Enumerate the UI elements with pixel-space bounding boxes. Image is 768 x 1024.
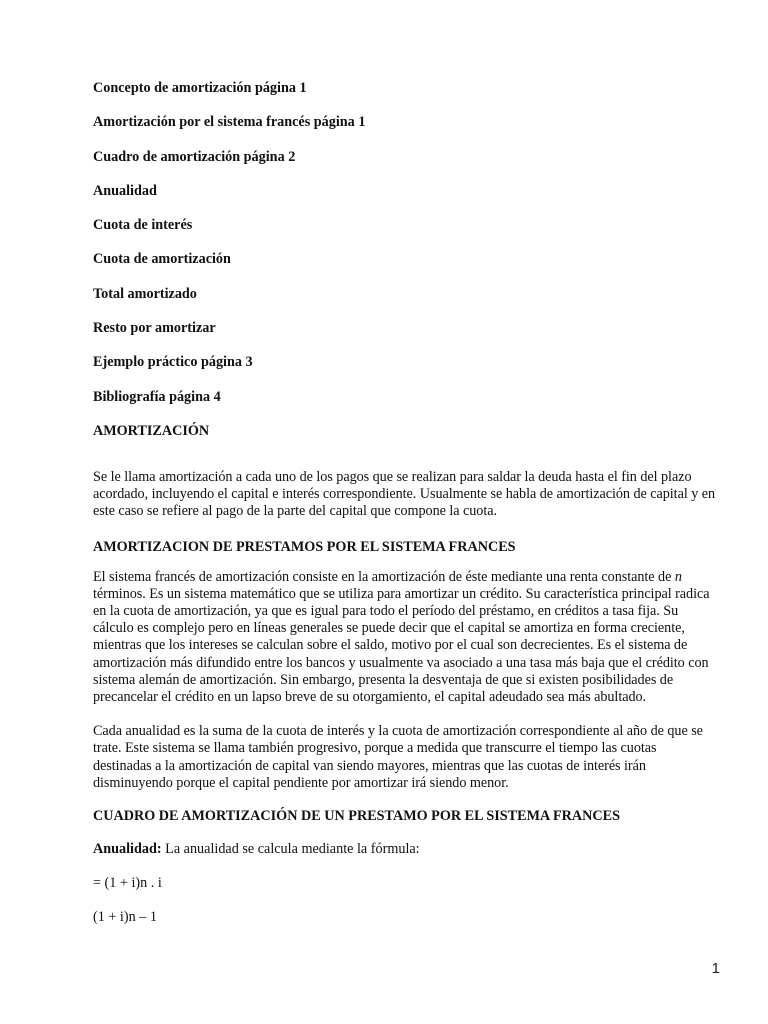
paragraph-line: este caso se refiere al pago de la parte del capital que compone la cuota. [93,503,497,520]
formula-numerator: = (1 + i)n . i [93,875,162,892]
paragraph-amortizacion [93,469,733,521]
section-heading-cuadro: CUADRO DE AMORTIZACIÓN DE UN PRESTAMO POR EL SISTEMA FRANCES [93,808,620,825]
paragraph-line: en la cuota de amortización, ya que es igual para todo el período del préstamo, en créditos a tasa fija. Su [93,602,679,619]
toc-item: Ejemplo práctico página 3 [93,354,253,371]
paragraph-text: El sistema francés de amortización consiste en la amortización de éste mediante una renta constante de [93,568,675,585]
section-heading-sistema-frances: AMORTIZACION DE PRESTAMOS POR EL SISTEMA FRANCES [93,538,516,555]
paragraph-line: sistema alemán de amortización. Sin embargo, presenta la desventaja de que si existen posibilidades de [93,671,674,688]
table-of-contents [93,79,733,406]
toc-item: Resto por amortizar [93,320,216,337]
anualidad-label: Anualidad: [93,841,162,858]
page-number: 1 [711,960,720,977]
toc-item: Cuota de amortización [93,251,231,268]
toc-item: Cuadro de amortización página 2 [93,148,296,165]
paragraph-line: trate. Este sistema se llama también progresivo, porque a medida que transcurre el tiempo las cuotas [93,740,657,757]
anualidad-text: La anualidad se calcula mediante la fórmula: [161,841,420,858]
paragraph-line: Se le llama amortización a cada uno de los pagos que se realizan para saldar la deuda hasta el fin del plazo [93,468,692,485]
paragraph-anualidad-suma [93,723,733,792]
paragraph-line: disminuyendo porque el capital pendiente por amortizar irá siendo menor. [93,774,509,791]
paragraph-line: amortización más difundido entre los bancos y usualmente va asociado a una tasa más baja que el crédito con [93,654,709,671]
paragraph-sistema-frances [93,569,733,707]
paragraph-line [93,569,733,586]
toc-item: Bibliografía página 4 [93,388,221,405]
toc-item: Total amortizado [93,285,197,302]
toc-item: Amortización por el sistema francés página 1 [93,114,366,131]
paragraph-line: Cada anualidad es la suma de la cuota de interés y la cuota de amortización correspondiente al año de que se [93,723,703,740]
section-heading-amortizacion: AMORTIZACIÓN [93,422,210,439]
anualidad-intro [93,840,733,858]
paragraph-line: mientras que los intereses se calculan sobre el saldo, motivo por el cual son decrecientes. Es el sistema de [93,637,688,654]
paragraph-line: acordado, incluyendo el capital e interés correspondiente. Usualmente se habla de amortización de capital y en [93,486,716,503]
paragraph-line: cálculo es complejo pero en líneas generales se puede decir que el capital se amortiza en forma creciente, [93,620,685,637]
paragraph-line: destinadas a la amortización de capital van siendo mayores, mientras que las cuotas de interés irán [93,757,646,774]
italic-variable: n [674,568,682,585]
formula-denominator: (1 + i)n – 1 [93,909,157,926]
toc-item: Concepto de amortización página 1 [93,80,307,96]
paragraph-line: precancelar el crédito en un lapso breve de su otorgamiento, el capital adeudado sea más abultado. [93,689,647,705]
paragraph-line: términos. Es un sistema matemático que se utiliza para amortizar un crédito. Su característica principal radica [93,585,710,602]
toc-item: Cuota de interés [93,217,193,234]
page-content [93,79,733,926]
toc-item: Anualidad [93,182,157,199]
